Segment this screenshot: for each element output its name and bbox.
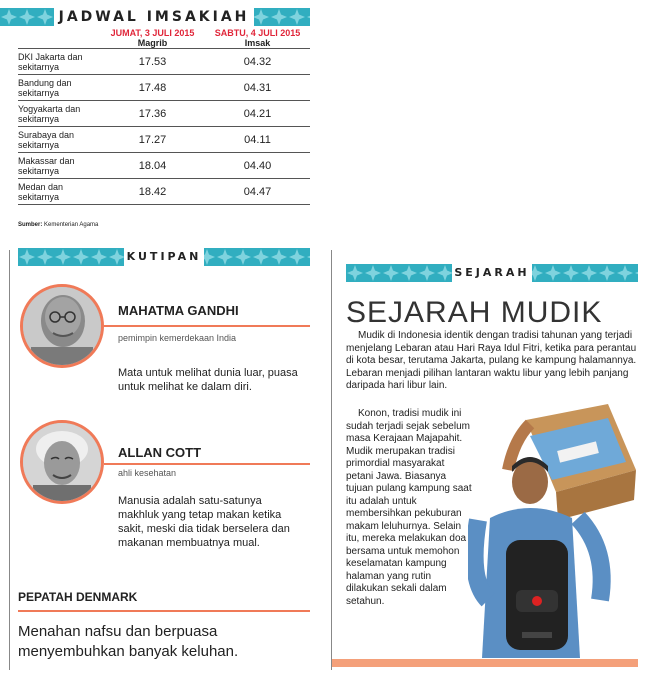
table-row [18,179,310,205]
imsak-header [205,28,310,49]
table-row [18,49,310,75]
jadwal-table [18,28,310,205]
magrib-cell: 17.36 [100,101,205,127]
city-header [18,28,100,49]
source-value: Kementerian Agama [44,222,99,228]
article-paragraph-2: Konon, tradisi mudik ini sudah terjadi sejak sebelum masa Kerajaan Majapahit. Mudik merupakan tradisi primordial masyarakat petani Jawa. Biasanya tujuan pulang kampung saat itu adalah untuk membersihkan pekuburan makam leluhurnya. Selain itu, mereka melakukan doa bersama untuk memohon keselamatan kampung halaman yang rutin dilakukan sekali dalam setahun. [346,408,472,607]
imsak-date: SABTU, 4 JULI 2015 [214,28,301,38]
imsak-cell: 04.11 [205,127,310,153]
mudik-traveler-illustration [468,400,638,658]
magrib-header [100,28,205,49]
gandhi-divider [104,325,310,327]
magrib-date: JUMAT, 3 JULI 2015 [110,28,195,38]
cott-divider [104,463,310,465]
cott-quote: Manusia adalah satu-satunya makhluk yang tetap makan ketika sakit, meski dia tidak berselera dan makanan membuatnya mual. [118,495,290,549]
pepatah-text: Menahan nafsu dan berpuasa menyembuhkan banyak keluhan. [18,623,239,660]
cott-photo-icon [23,423,101,501]
city-cell: Medan dan sekitarnya [18,179,100,205]
magrib-cell: 17.53 [100,49,205,75]
magrib-cell: 17.48 [100,75,205,101]
source-note [18,222,98,228]
gandhi-role: pemimpin kemerdekaan India [118,333,237,343]
table-row [18,127,310,153]
magrib-label: Magrib [137,38,168,48]
source-label: Sumber: [18,222,43,228]
magrib-cell: 18.04 [100,153,205,179]
imsak-cell: 04.31 [205,75,310,101]
imsak-cell: 04.32 [205,49,310,75]
table-row [18,101,310,127]
article-paragraph-1: Mudik di Indonesia identik dengan tradisi tahunan yang terjadi menjelang Lebaran atau Hari Raya Idul Fitri, ketika para perantau di kota besar, terutama Jakarta, pulang ke kampung halamannya. Lebaran menjadi pilihan lantaran waktu libur yang lebih panjang daripada hari libur lain. [346,330,637,391]
imsak-cell: 04.47 [205,179,310,205]
table-row [18,75,310,101]
jadwal-header-row [18,28,310,49]
imsak-cell: 04.21 [205,101,310,127]
jadwal-title: JADWAL IMSAKIAH [54,8,254,26]
bottom-accent-bar [332,659,638,667]
gandhi-name: MAHATMA GANDHI [118,303,239,318]
table-row [18,153,310,179]
article-title: SEJARAH MUDIK [346,296,603,329]
gandhi-photo-icon [23,287,101,365]
cott-portrait [20,420,104,504]
sejarah-title-band [346,264,638,282]
pepatah-heading: PEPATAH DENMARK [18,590,138,604]
magrib-cell: 18.42 [100,179,205,205]
kutipan-title-band [18,248,310,266]
city-cell: Yogyakarta dan sekitarnya [18,101,100,127]
city-cell: Bandung dan sekitarnya [18,75,100,101]
backpack-icon [506,540,568,650]
imsak-cell: 04.40 [205,153,310,179]
jadwal-title-band [0,8,310,26]
sejarah-band-title: SEJARAH [452,264,532,282]
cott-name: ALLAN COTT [118,445,202,460]
column-divider [331,250,332,670]
cott-role: ahli kesehatan [118,468,177,478]
city-cell: Surabaya dan sekitarnya [18,127,100,153]
magrib-cell: 17.27 [100,127,205,153]
gandhi-quote: Mata untuk melihat dunia luar, puasa untuk melihat ke dalam diri. [118,367,298,393]
kutipan-title: KUTIPAN [124,248,204,266]
gandhi-portrait [20,284,104,368]
city-cell: Makassar dan sekitarnya [18,153,100,179]
column-divider [9,250,10,670]
pepatah-divider [18,610,310,612]
city-cell: DKI Jakarta dan sekitarnya [18,49,100,75]
imsak-label: Imsak [244,38,271,48]
